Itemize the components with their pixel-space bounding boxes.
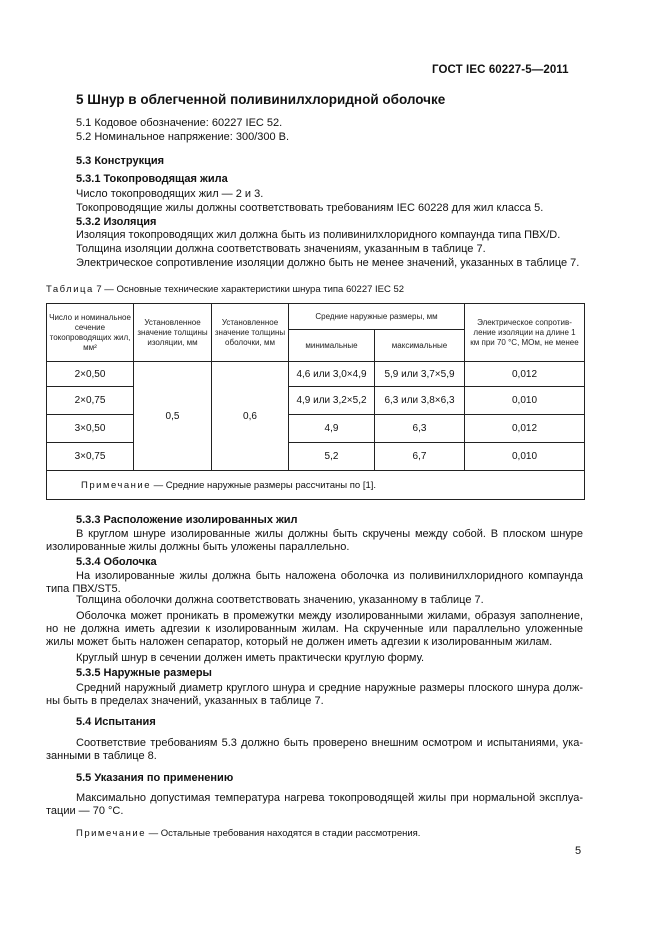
cell-max: 6,7	[375, 443, 465, 471]
header-min: минимальные	[289, 330, 375, 362]
clause-5-3-2-line3: Электрическое сопротивление изоляции должно быть не менее значений, указанных в таблице 7.	[76, 257, 580, 269]
table-note-prefix: Примечание	[81, 479, 151, 491]
clause-5-5-note	[76, 828, 420, 839]
table-7	[46, 303, 585, 500]
clause-5-1: 5.1 Кодовое обозначение: 60227 IEC 52.	[76, 117, 283, 129]
cell-min: 4,9 или 3,2×5,2	[289, 387, 375, 415]
header-sheath: Установленное значение толщины оболочки, мм	[212, 304, 289, 362]
header-dimensions: Средние наружные размеры, мм	[289, 304, 465, 330]
cell-max: 6,3	[375, 415, 465, 443]
table-row	[47, 443, 585, 471]
clause-5-3-5-text: Средний наружный диаметр круглого шнура и средние наружные размеры плоского шнура должны быть в пределах значений, указанных в таблице 7.	[46, 682, 583, 707]
header-insulation: Установленное значение толщины изоляции, мм	[134, 304, 212, 362]
table-row	[47, 362, 585, 387]
clause-5-5-note-text: — Остальные требования находятся в стадии рассмотрения.	[146, 828, 421, 839]
clause-5-3-5-title: 5.3.5 Наружные размеры	[76, 667, 212, 679]
clause-5-3-2-line1: Изоляция токопроводящих жил должна быть из поливинилхлоридного компаунда типа ПВХ/D.	[76, 229, 561, 241]
clause-5-3-4-para1: На изолированные жилы должна быть наложена оболочка из поливинилхлоридного компаунда типа ПВХ/ST5.	[46, 570, 583, 595]
clause-5-3-4-title: 5.3.4 Оболочка	[76, 556, 157, 568]
clause-5-3-1-title: 5.3.1 Токопроводящая жила	[76, 173, 228, 185]
clause-5-5-title: 5.5 Указания по применению	[76, 772, 234, 784]
cell-min: 4,9	[289, 415, 375, 443]
cell-resistance: 0,010	[465, 443, 585, 471]
clause-5-3-1-line1: Число токопроводящих жил — 2 и 3.	[76, 188, 264, 200]
cell-max: 6,3 или 3,8×6,3	[375, 387, 465, 415]
clause-5-3-4-para4: Круглый шнур в сечении должен иметь практически круглую форму.	[76, 652, 425, 664]
clause-5-5-text: Максимально допустимая температура нагрева токопроводящей жилы при нормальной эксплуатации — 70 °С.	[46, 792, 583, 817]
clause-5-4-text: Соответствие требованиям 5.3 должно быть проверено внешним осмотром и испытаниями, указанными в таблице 8.	[46, 737, 583, 762]
cell-section: 3×0,50	[47, 415, 134, 443]
clause-5-3-1-line2: Токопроводящие жилы должны соответствовать требованиям IEC 60228 для жил класса 5.	[76, 202, 544, 214]
cell-section: 2×0,75	[47, 387, 134, 415]
clause-5-4-title: 5.4 Испытания	[76, 716, 156, 728]
cell-max: 5,9 или 3,7×5,9	[375, 362, 465, 387]
section-5-title: 5 Шнур в облегченной поливинилхлоридной оболочке	[76, 92, 446, 107]
cell-resistance: 0,012	[465, 362, 585, 387]
cell-section: 2×0,50	[47, 362, 134, 387]
table-note-text: — Средние наружные размеры рассчитаны по [1].	[151, 479, 377, 491]
cell-section: 3×0,75	[47, 443, 134, 471]
cell-min: 4,6 или 3,0×4,9	[289, 362, 375, 387]
table-caption	[46, 284, 404, 295]
table-note-row	[47, 471, 585, 500]
clause-5-3-2-title: 5.3.2 Изоляция	[76, 216, 157, 228]
table-caption-prefix: Таблица	[46, 284, 94, 295]
standard-header: ГОСТ IEC 60227-5—2011	[432, 64, 569, 76]
header-conductors: Число и номинальное сечение токопроводящих жил, мм²	[47, 304, 134, 362]
clause-5-3-3-text: В круглом шнуре изолированные жилы должны быть скручены между собой. В плоском шнуре изолированные жилы должны быть уложены параллельно.	[46, 528, 583, 553]
table-caption-text: 7 — Основные технические характеристики шнура типа 60227 IEC 52	[93, 284, 405, 295]
clause-5-5-note-prefix: Примечание	[76, 828, 146, 839]
cell-sheath: 0,6	[212, 362, 289, 471]
clause-5-3-title: 5.3 Конструкция	[76, 155, 165, 167]
cell-insulation: 0,5	[134, 362, 212, 471]
table-row	[47, 387, 585, 415]
clause-5-3-4-para3: Оболочка может проникать в промежутки между изолированными жилами, образуя заполнение, но не должна иметь адгезии к изолированным жилам. На скрученные или параллельно уложенные жилы может быть наложен сепаратор, который не должен иметь адгезии к изолированным жилам.	[46, 610, 583, 648]
cell-min: 5,2	[289, 443, 375, 471]
header-resistance: Электрическое сопротивление изоляции на длине 1 км при 70 °С, МОм, не менее	[465, 304, 585, 362]
table-row	[47, 415, 585, 443]
clause-5-2: 5.2 Номинальное напряжение: 300/300 В.	[76, 131, 290, 143]
page-number: 5	[575, 845, 582, 857]
cell-resistance: 0,012	[465, 415, 585, 443]
clause-5-3-4-para2: Толщина оболочки должна соответствовать значению, указанному в таблице 7.	[76, 594, 484, 606]
clause-5-3-3-title: 5.3.3 Расположение изолированных жил	[76, 514, 298, 526]
clause-5-3-2-line2: Толщина изоляции должна соответствовать значениям, указанным в таблице 7.	[76, 243, 486, 255]
table-note	[47, 471, 585, 500]
header-max: максимальные	[375, 330, 465, 362]
cell-resistance: 0,010	[465, 387, 585, 415]
